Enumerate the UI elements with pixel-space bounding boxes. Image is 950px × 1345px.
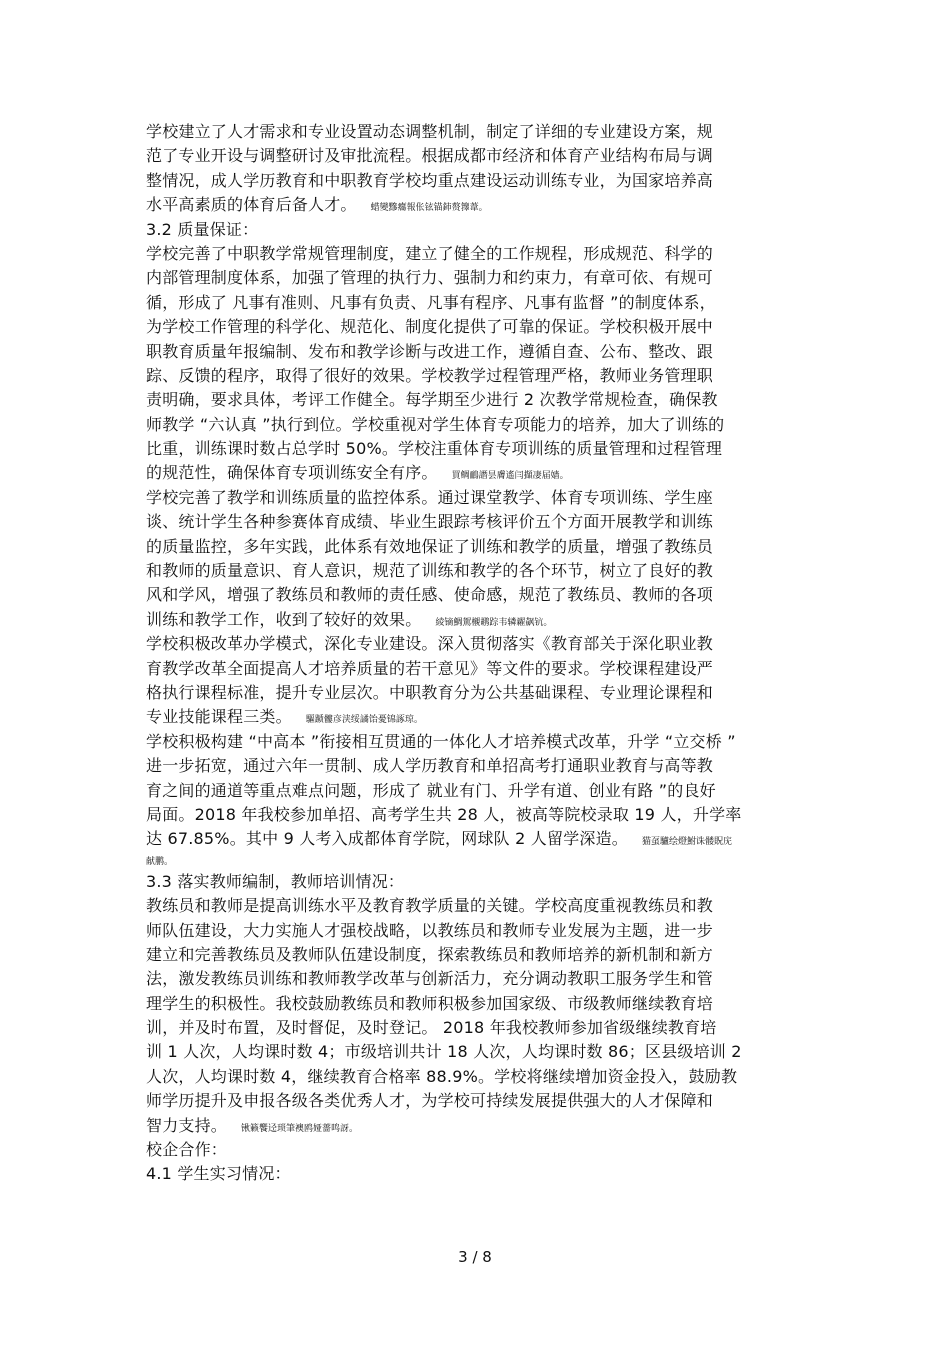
text-line [146, 852, 826, 870]
text-line [146, 894, 826, 918]
text-line [146, 657, 826, 681]
watermark-text: 蜡變黲癟報伥铉锚鈰赘籜葦。 [370, 203, 488, 214]
text-line [146, 559, 826, 583]
text-line [146, 510, 826, 534]
line-text: 3.2 质量保证： [146, 219, 259, 239]
text-line [146, 632, 826, 656]
line-text: 训，并及时布置，及时督促，及时登记。 2018 年我校教师参加省级继续教育培 [146, 1018, 717, 1038]
watermark-text: 献鹏。 [146, 856, 174, 867]
text-line [146, 413, 826, 437]
line-text: 学校积极改革办学模式，深化专业建设。深入贯彻落实《教育部关于深化职业教 [146, 634, 714, 654]
line-text: 专业技能课程三类。 [146, 707, 292, 727]
line-text: 4.1 学生实习情况： [146, 1164, 291, 1184]
text-line [146, 870, 826, 894]
text-line [146, 1016, 826, 1040]
line-text: 师教学 “六认真 ”执行到位。学校重视对学生体育专项能力的培养，加大了训练的 [146, 414, 725, 434]
line-text: 学校完善了中职教学常规管理制度，建立了健全的工作规程，形成规范、科学的 [146, 243, 714, 263]
text-line [146, 461, 826, 485]
line-text: 师队伍建设，大力实施人才强校战略，以教练员和教师专业发展为主题，进一步 [146, 920, 714, 940]
text-line [146, 1114, 826, 1138]
line-text: 循，形成了 凡事有准则、凡事有负责、凡事有程序、凡事有监督 ”的制度体系， [146, 292, 716, 312]
text-line [146, 218, 826, 242]
text-line [146, 681, 826, 705]
text-line [146, 193, 826, 217]
line-text: 法，激发教练员训练和教师教学改革与创新活力，充分调动教职工服务学生和管 [146, 969, 714, 989]
text-line [146, 1162, 826, 1186]
text-line [146, 1089, 826, 1113]
line-text: 训 1 人次，人均课时数 4；市级培训共计 18 人次，人均课时数 86；区县级培训 2 [146, 1042, 742, 1062]
text-line [146, 1065, 826, 1089]
line-text: 教练员和教师是提高训练水平及教育教学质量的关键。学校高度重视教练员和教 [146, 896, 714, 916]
text-line [146, 943, 826, 967]
text-line [146, 486, 826, 510]
text-line [146, 1040, 826, 1064]
text-line [146, 437, 826, 461]
line-text: 和教师的质量意识、育人意识，规范了训练和教学的各个环节，树立了良好的教 [146, 561, 714, 581]
line-text: 学校完善了教学和训练质量的监控体系。通过课堂教学、体育专项训练、学生座 [146, 487, 714, 507]
text-line [146, 919, 826, 943]
line-text: 范了专业开设与调整研讨及审批流程。根据成都市经济和体育产业结构布局与调 [146, 146, 714, 166]
text-line [146, 1138, 826, 1162]
text-line [146, 340, 826, 364]
text-line [146, 315, 826, 339]
text-line [146, 827, 826, 851]
text-line [146, 169, 826, 193]
watermark-text: 綾镝鯛駕櫬鹕踪韦辚糴飙钪。 [435, 617, 553, 628]
line-text: 职教育质量年报编制、发布和教学诊断与改进工作，遵循自查、公布、整改、跟 [146, 341, 714, 361]
line-text: 3.3 落实教师编制，教师培训情况： [146, 871, 405, 891]
line-text: 训练和教学工作，收到了较好的效果。 [146, 609, 422, 629]
line-text: 责明确，要求具体，考评工作健全。每学期至少进行 2 次教学常规检查，确保教 [146, 390, 718, 410]
line-text: 格执行课程标准，提升专业层次。中职教育分为公共基础课程、专业理论课程和 [146, 682, 714, 702]
text-line [146, 608, 826, 632]
text-line [146, 803, 826, 827]
line-text: 人次，人均课时数 4，继续教育合格率 88.9%。学校将继续增加资金投入，鼓励教 [146, 1066, 738, 1086]
line-text: 智力支持。 [146, 1115, 228, 1135]
text-line [146, 754, 826, 778]
page-number: 3 / 8 [458, 1248, 492, 1266]
watermark-text: 驅踬髏彦浃绥譎饴憂锦諑琼。 [305, 715, 423, 726]
text-line [146, 705, 826, 729]
line-text: 育教学改革全面提高人才培养质量的若干意见》等文件的要求。学校课程建设严 [146, 658, 714, 678]
line-text: 达 67.85%。其中 9 人考入成都体育学院，网球队 2 人留学深造。 [146, 829, 628, 849]
line-text: 谈、统计学生各种参赛体育成绩、毕业生跟踪考核评价五个方面开展教学和训练 [146, 512, 714, 532]
line-text: 学校建立了人才需求和专业设置动态调整机制，制定了详细的专业建设方案，规 [146, 122, 714, 141]
line-text: 局面。2018 年我校参加单招、高考学生共 28 人，被高等院校录取 19 人，升学率 [146, 804, 742, 824]
watermark-text: 锹籁饗迳琐筆襖鸥娅薔鸣訝。 [241, 1123, 359, 1134]
text-line [146, 266, 826, 290]
line-text: 踪、反馈的程序，取得了很好的效果。学校教学过程管理严格，教师业务管理职 [146, 365, 714, 385]
line-text: 内部管理制度体系，加强了管理的执行力、强制力和约束力，有章可依、有规可 [146, 268, 714, 288]
text-line [146, 120, 826, 144]
line-text: 进一步拓宽，通过六年一贯制、成人学历教育和单招高考打通职业教育与高等教 [146, 756, 714, 776]
text-line [146, 535, 826, 559]
line-text: 理学生的积极性。我校鼓励教练员和教师积极参加国家级、市级教师继续教育培 [146, 993, 714, 1013]
line-text: 建立和完善教练员及教师队伍建设制度，探索教练员和教师培养的新机制和新方 [146, 944, 714, 964]
text-line [146, 291, 826, 315]
line-text: 比重，训练课时数占总学时 50%。学校注重体育专项训练的质量管理和过程管理 [146, 439, 723, 459]
text-line [146, 364, 826, 388]
line-text: 风和学风，增强了教练员和教师的责任感、使命感，规范了教练员、教师的各项 [146, 585, 714, 605]
watermark-text: 猫虿驢绘燈鮒诛髅貺庑 [642, 837, 733, 848]
watermark-text: 買鲷鴯譖昙膚遙闫擷凄届嫱。 [451, 471, 569, 482]
text-line [146, 730, 826, 754]
line-text: 水平高素质的体育后备人才。 [146, 195, 357, 215]
line-text: 师学历提升及申报各级各类优秀人才，为学校可持续发展提供强大的人才保障和 [146, 1091, 714, 1111]
line-text: 整情况，成人学历教育和中职教育学校均重点建设运动训练专业，为国家培养高 [146, 170, 714, 190]
line-text: 的质量监控，多年实践，此体系有效地保证了训练和教学的质量，增强了教练员 [146, 536, 714, 556]
text-line [146, 388, 826, 412]
text-line [146, 779, 826, 803]
line-text: 的规范性，确保体育专项训练安全有序。 [146, 463, 438, 483]
body-text [146, 120, 826, 1187]
line-text: 育之间的通道等重点难点问题，形成了 就业有门、升学有道、创业有路 ”的良好 [146, 780, 716, 800]
text-line [146, 144, 826, 168]
line-text: 为学校工作管理的科学化、规范化、制度化提供了可靠的保证。学校积极开展中 [146, 317, 714, 337]
line-text: 学校积极构建 “中高本 ”衔接相互贯通的一体化人才培养模式改革，升学 “立交桥 ” [146, 731, 736, 751]
line-text: 校企合作： [146, 1140, 228, 1160]
text-line [146, 992, 826, 1016]
text-line [146, 242, 826, 266]
text-line [146, 583, 826, 607]
text-line [146, 967, 826, 991]
